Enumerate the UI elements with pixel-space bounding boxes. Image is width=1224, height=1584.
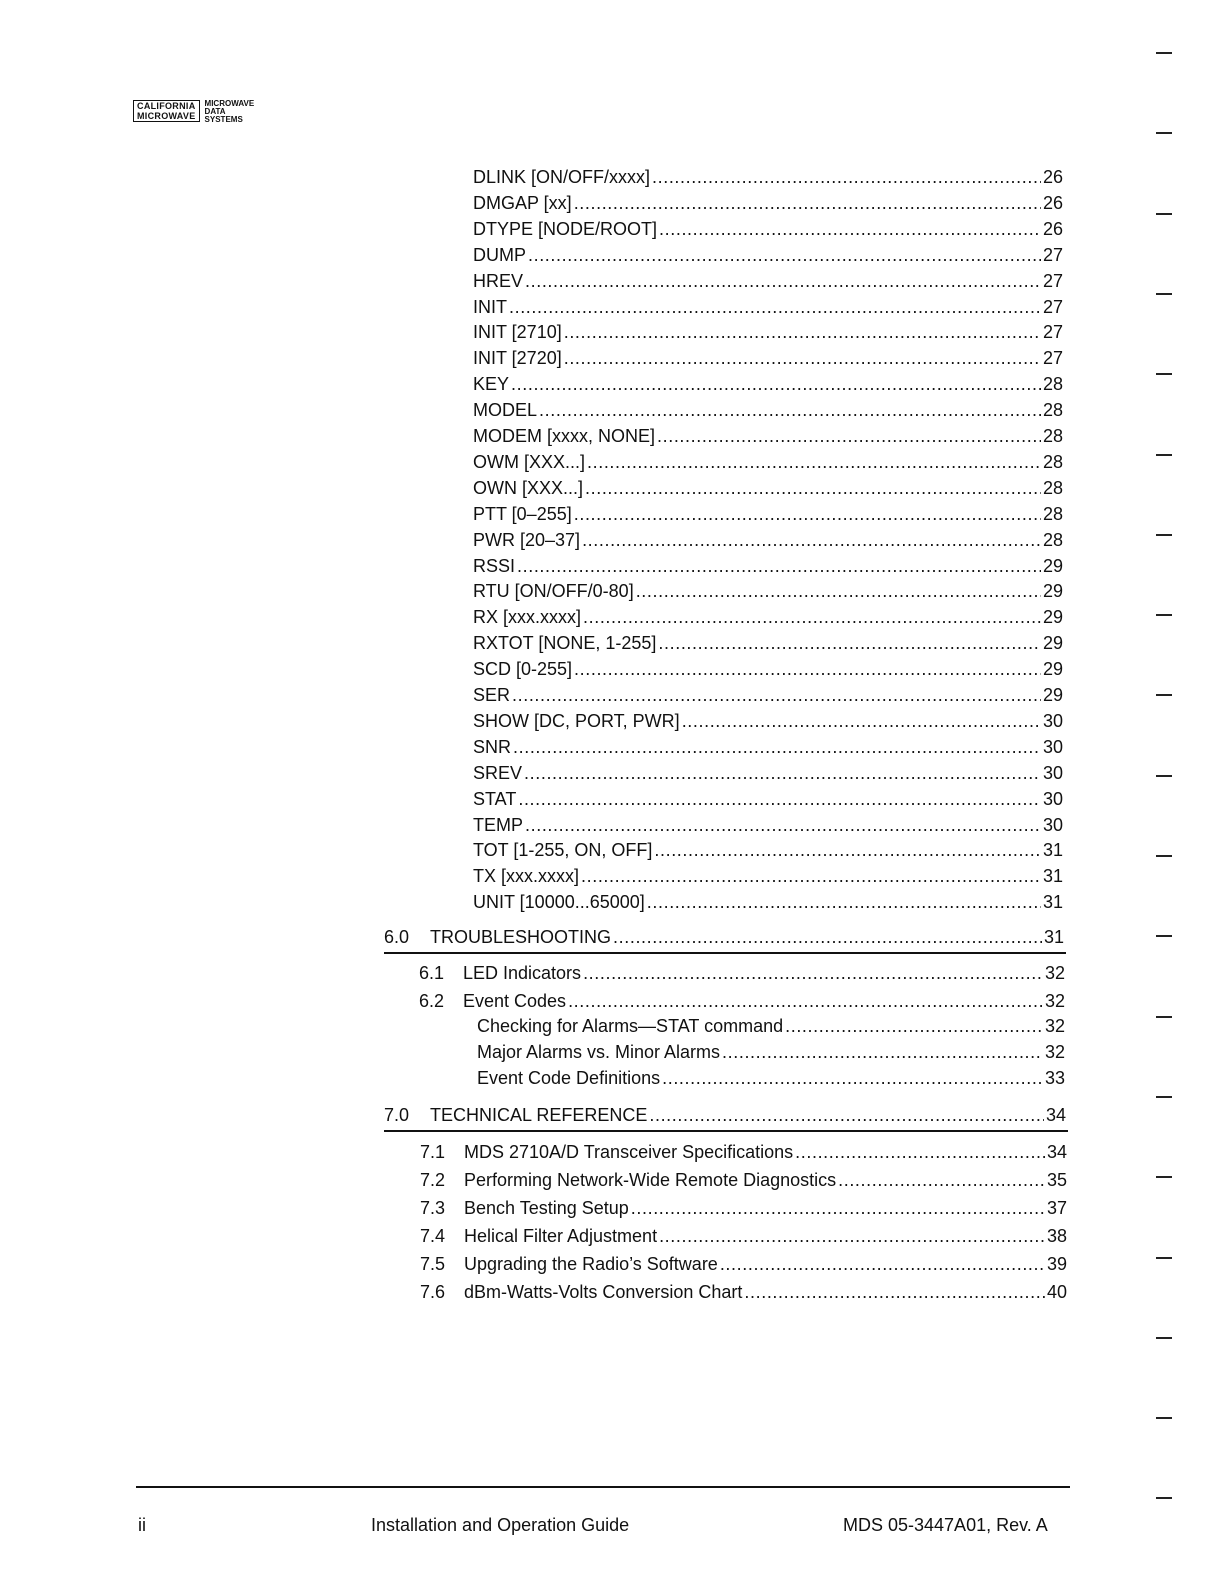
page-number: 39 <box>1046 1254 1067 1274</box>
leader-dots <box>785 1014 1043 1038</box>
page-number: 28 <box>1042 451 1063 472</box>
leader-dots <box>647 890 1041 914</box>
toc-topic-entry[interactable] <box>477 1040 1065 1064</box>
margin-tick <box>1156 775 1172 777</box>
margin-tick <box>1156 1337 1172 1339</box>
page-number: 34 <box>1046 1142 1067 1162</box>
leader-dots <box>509 295 1041 319</box>
entry-title: OWM [XXX...] <box>473 451 586 472</box>
leader-dots <box>582 528 1041 552</box>
leader-dots <box>795 1140 1045 1164</box>
margin-tick <box>1156 1497 1172 1499</box>
page-number: 27 <box>1042 296 1063 317</box>
logo-box-line2: MICROWAVE <box>137 111 196 121</box>
entry-title: TX [xxx.xxxx] <box>473 866 580 887</box>
entry-title: STAT <box>473 788 517 809</box>
leader-dots <box>583 605 1041 629</box>
page-number: 29 <box>1042 659 1063 680</box>
toc-command-entry[interactable] <box>473 502 1063 526</box>
logo-side-line1: MICROWAVE <box>204 99 255 108</box>
toc-command-entry[interactable] <box>473 864 1063 888</box>
page-number: 31 <box>1043 927 1064 947</box>
toc-command-entry[interactable] <box>473 890 1063 914</box>
logo-side-line3: SYSTEMS <box>204 115 243 124</box>
entry-title: INIT <box>473 296 507 317</box>
page-number: 26 <box>1042 192 1063 213</box>
page-number: 28 <box>1042 477 1063 498</box>
entry-title: DLINK [ON/OFF/xxxx] <box>473 167 651 187</box>
entry-title: Major Alarms vs. Minor Alarms <box>477 1042 721 1062</box>
entry-title: Performing Network-Wide Remote Diagnostics <box>464 1170 837 1190</box>
toc-subsection-entry[interactable] <box>420 1280 1067 1304</box>
entry-title: dBm-Watts-Volts Conversion Chart <box>464 1282 743 1302</box>
toc-command-entry[interactable] <box>473 605 1063 629</box>
page-number: 34 <box>1045 1105 1066 1125</box>
margin-tick <box>1156 935 1172 937</box>
toc-topic-entry[interactable] <box>477 1066 1065 1090</box>
entry-title: TEMP <box>473 814 524 835</box>
toc-command-entry[interactable] <box>473 838 1063 862</box>
leader-dots <box>517 554 1041 578</box>
page-number: 29 <box>1042 607 1063 628</box>
page-number: 27 <box>1042 270 1063 291</box>
entry-title: Bench Testing Setup <box>464 1198 629 1218</box>
page-number: 32 <box>1044 1016 1065 1036</box>
section-6-rule <box>384 952 1066 954</box>
footer-page-number: ii <box>138 1515 146 1535</box>
toc-subsection-entry[interactable] <box>420 1252 1067 1276</box>
margin-tick <box>1156 534 1172 536</box>
entry-title: RSSI <box>473 555 516 576</box>
toc-command-entry[interactable] <box>473 554 1063 578</box>
toc-command-entry[interactable] <box>473 735 1063 759</box>
margin-tick <box>1156 614 1172 616</box>
toc-command-entry[interactable] <box>473 295 1063 319</box>
leader-dots <box>512 683 1041 707</box>
entry-title: SNR <box>473 736 512 757</box>
page-number: 28 <box>1042 374 1063 395</box>
margin-tick <box>1156 1417 1172 1419</box>
entry-number: 7.5 <box>420 1254 446 1274</box>
leader-dots <box>659 217 1041 241</box>
leader-dots <box>636 579 1041 603</box>
leader-dots <box>585 476 1041 500</box>
toc-subsection-entry[interactable] <box>419 961 1065 985</box>
leader-dots <box>511 372 1041 396</box>
leader-dots <box>838 1168 1045 1192</box>
toc-command-entry[interactable] <box>473 165 1063 189</box>
leader-dots <box>649 1103 1044 1127</box>
margin-tick <box>1156 1096 1172 1098</box>
toc-command-entry[interactable] <box>473 398 1063 422</box>
toc-subsection-entry[interactable] <box>420 1224 1067 1248</box>
entry-title: SHOW [DC, PORT, PWR] <box>473 710 680 731</box>
entry-title: SREV <box>473 762 523 783</box>
entry-title: RTU [ON/OFF/0-80] <box>473 581 634 602</box>
toc-command-entry[interactable] <box>473 579 1063 603</box>
logo-box-line1: CALIFORNIA <box>137 101 196 111</box>
margin-tick <box>1156 373 1172 375</box>
leader-dots <box>525 269 1041 293</box>
page-number: 32 <box>1044 1042 1065 1062</box>
page-number: 31 <box>1042 892 1063 913</box>
page-number: 38 <box>1046 1226 1067 1246</box>
toc-command-entry[interactable] <box>473 320 1063 344</box>
footer-rule <box>136 1486 1070 1488</box>
page-number: 31 <box>1042 866 1063 887</box>
entry-title: MODEL <box>473 400 538 421</box>
page-number: 35 <box>1046 1170 1067 1190</box>
leader-dots <box>564 346 1041 370</box>
entry-number: 7.4 <box>420 1226 446 1246</box>
page-number: 27 <box>1042 322 1063 343</box>
margin-tick <box>1156 52 1172 54</box>
entry-title: DMGAP [xx] <box>473 192 572 213</box>
section-title: TECHNICAL REFERENCE <box>430 1105 648 1125</box>
page-number: 30 <box>1042 788 1063 809</box>
margin-tick <box>1156 454 1172 456</box>
entry-title: Checking for Alarms—STAT command <box>477 1016 784 1036</box>
leader-dots <box>574 191 1041 215</box>
margin-tick <box>1156 855 1172 857</box>
entry-number: 6.1 <box>419 963 445 983</box>
entry-number: 7.3 <box>420 1198 446 1218</box>
toc-command-entry[interactable] <box>473 709 1063 733</box>
leader-dots <box>659 1224 1045 1248</box>
leader-dots <box>581 864 1041 888</box>
entry-title: DTYPE [NODE/ROOT] <box>473 218 658 239</box>
section-title: TROUBLESHOOTING <box>430 927 612 947</box>
entry-number: 6.2 <box>419 991 445 1011</box>
page-number: 28 <box>1042 529 1063 550</box>
margin-tick <box>1156 1016 1172 1018</box>
leader-dots <box>513 735 1041 759</box>
entry-title: SER <box>473 685 511 705</box>
page-number: 27 <box>1042 244 1063 265</box>
leader-dots <box>720 1252 1045 1276</box>
entry-title: OWN [XXX...] <box>473 477 584 498</box>
entry-title: Event Codes <box>463 991 567 1011</box>
page-number: 30 <box>1042 710 1063 731</box>
toc-command-entry[interactable] <box>473 372 1063 396</box>
margin-tick <box>1156 694 1172 696</box>
entry-title: MODEM [xxxx, NONE] <box>473 426 656 446</box>
leader-dots <box>654 838 1041 862</box>
toc-subsection-entry[interactable] <box>420 1196 1067 1220</box>
leader-dots <box>574 502 1041 526</box>
entry-title: MDS 2710A/D Transceiver Specifications <box>464 1142 794 1162</box>
entry-title: INIT [2710] <box>473 322 562 343</box>
entry-title: Event Code Definitions <box>477 1068 661 1088</box>
entry-number: 7.1 <box>420 1142 446 1162</box>
toc-command-entry[interactable] <box>473 424 1063 448</box>
leader-dots <box>539 398 1041 422</box>
toc-subsection-entry[interactable] <box>419 989 1065 1013</box>
toc-subsection-entry[interactable] <box>420 1140 1067 1164</box>
leader-dots <box>587 450 1041 474</box>
leader-dots <box>658 631 1041 655</box>
entry-title: LED Indicators <box>463 963 582 983</box>
section-number: 6.0 <box>384 927 410 947</box>
leader-dots <box>525 813 1041 837</box>
leader-dots <box>518 787 1041 811</box>
entry-title: RX [xxx.xxxx] <box>473 607 582 628</box>
leader-dots <box>631 1196 1045 1220</box>
entry-number: 7.6 <box>420 1282 446 1302</box>
entry-title: Upgrading the Radio’s Software <box>464 1254 718 1274</box>
footer-doc-id: MDS 05-3447A01, Rev. A <box>843 1515 1048 1535</box>
toc-command-entry[interactable] <box>473 657 1063 681</box>
toc-command-entry[interactable] <box>473 217 1063 241</box>
toc-command-entry[interactable] <box>473 631 1063 655</box>
toc-section-6[interactable] <box>384 925 1064 949</box>
page-number: 28 <box>1042 426 1063 446</box>
entry-title: INIT [2720] <box>473 348 562 369</box>
leader-dots <box>657 424 1041 448</box>
entry-title: TOT [1-255, ON, OFF] <box>473 840 653 861</box>
page-number: 26 <box>1042 218 1063 239</box>
leader-dots <box>524 761 1041 785</box>
margin-tick <box>1156 1257 1172 1259</box>
page-number: 29 <box>1042 581 1063 602</box>
page-number: 29 <box>1042 633 1063 654</box>
leader-dots <box>682 709 1041 733</box>
toc-command-entry[interactable] <box>473 787 1063 811</box>
page-number: 28 <box>1042 503 1063 524</box>
leader-dots <box>528 243 1041 267</box>
toc-command-entry[interactable] <box>473 346 1063 370</box>
section-number: 7.0 <box>384 1105 410 1125</box>
toc-topic-entry[interactable] <box>477 1014 1065 1038</box>
page-number: 37 <box>1046 1198 1067 1218</box>
toc-command-entry[interactable] <box>473 683 1063 707</box>
toc-command-entry[interactable] <box>473 191 1063 215</box>
page-number: 30 <box>1042 762 1063 783</box>
page-number: 29 <box>1042 685 1063 705</box>
leader-dots <box>744 1280 1045 1304</box>
toc-subsection-entry[interactable] <box>420 1168 1067 1192</box>
entry-number: 7.2 <box>420 1170 446 1190</box>
entry-title: DUMP <box>473 244 526 265</box>
company-logo <box>133 100 254 124</box>
toc-section-7[interactable] <box>384 1103 1066 1127</box>
leader-dots <box>652 165 1041 189</box>
page-number: 32 <box>1044 991 1065 1011</box>
footer-guide-title: Installation and Operation Guide <box>371 1515 630 1535</box>
toc-command-entry[interactable] <box>473 450 1063 474</box>
toc-command-entry[interactable] <box>473 243 1063 267</box>
entry-title: SCD [0-255] <box>473 659 573 680</box>
entry-title: HREV <box>473 270 524 291</box>
entry-title: Helical Filter Adjustment <box>464 1226 658 1246</box>
entry-title: PTT [0–255] <box>473 503 572 524</box>
margin-tick <box>1156 1176 1172 1178</box>
entry-title: PWR [20–37] <box>473 529 581 550</box>
leader-dots <box>564 320 1041 344</box>
logo-box <box>133 100 200 122</box>
leader-dots <box>613 925 1042 949</box>
page-number: 28 <box>1042 400 1063 421</box>
leader-dots <box>574 657 1041 681</box>
page-number: 30 <box>1042 814 1063 835</box>
leader-dots <box>722 1040 1043 1064</box>
page-number: 27 <box>1042 348 1063 369</box>
page-number: 31 <box>1042 840 1063 861</box>
logo-side-text <box>205 100 255 124</box>
toc-command-entry[interactable] <box>473 269 1063 293</box>
page-number: 29 <box>1042 555 1063 576</box>
margin-tick <box>1156 213 1172 215</box>
toc-command-entry[interactable] <box>473 761 1063 785</box>
page-number: 32 <box>1044 963 1065 983</box>
entry-title: RXTOT [NONE, 1-255] <box>473 633 657 654</box>
toc-command-entry[interactable] <box>473 476 1063 500</box>
page-number: 33 <box>1044 1068 1065 1088</box>
toc-command-entry[interactable] <box>473 528 1063 552</box>
page-number: 40 <box>1046 1282 1067 1302</box>
toc-command-entry[interactable] <box>473 813 1063 837</box>
leader-dots <box>568 989 1043 1013</box>
page-number: 30 <box>1042 736 1063 757</box>
margin-tick <box>1156 132 1172 134</box>
section-7-rule <box>384 1130 1068 1132</box>
logo-side-line2: DATA <box>204 107 226 116</box>
margin-tick <box>1156 293 1172 295</box>
entry-title: KEY <box>473 374 510 395</box>
entry-title: UNIT [10000...65000] <box>473 892 645 913</box>
leader-dots <box>583 961 1043 985</box>
page-number: 26 <box>1042 167 1063 187</box>
leader-dots <box>662 1066 1043 1090</box>
